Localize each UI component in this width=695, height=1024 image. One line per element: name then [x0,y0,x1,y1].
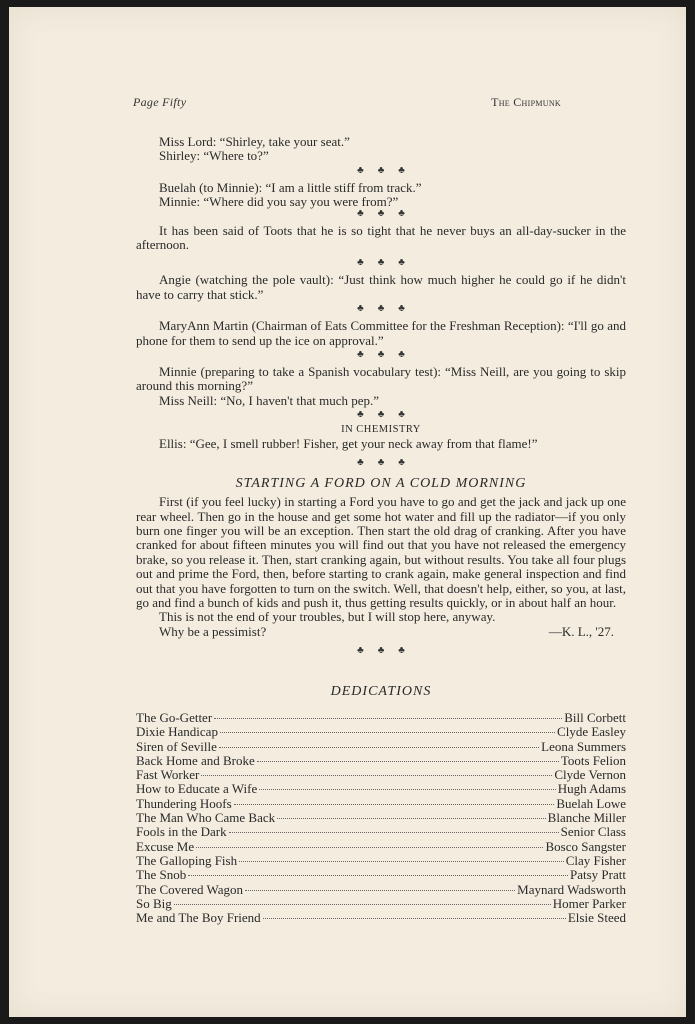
club-icon: ♣ [377,257,399,269]
dedication-name: Toots Felion [560,752,626,768]
dedication-row [136,811,626,825]
dedication-title: Fools in the Dark [136,824,227,840]
running-title: The Chipmunk [491,95,561,109]
dedication-title: The Snob [136,867,187,883]
club-icon: ♣ [398,644,419,656]
leader-dots [201,775,552,776]
dedication-row [136,797,626,811]
dedication-title: Siren of Seville [136,738,217,754]
club-icon: ♣ [377,303,399,315]
dedication-name: Blanche Miller [547,810,626,826]
leader-dots [219,747,539,748]
club-icon: ♣ [357,164,378,176]
leader-dots [196,847,543,848]
dedication-title: The Galloping Fish [136,852,238,868]
club-separator [150,302,626,315]
club-icon: ♣ [398,303,419,315]
joke-paragraph: Angie (watching the pole vault): “Just think how much higher he could go if he didn't have to carry that stick.” [136,272,626,302]
dedications-list [136,711,626,925]
dedication-name: Hugh Adams [557,781,626,797]
dedication-title: So Big [136,895,172,911]
dedication-name: Leona Summers [541,738,626,754]
club-icon: ♣ [357,644,378,656]
dedication-title: Me and The Boy Friend [136,910,261,926]
joke-paragraph: MaryAnn Martin (Chairman of Eats Committee for the Freshman Reception): “I'll go and phone for them to send up the ice on approval.” [136,318,626,348]
club-icon: ♣ [357,257,378,269]
leader-dots [214,718,562,719]
club-icon: ♣ [398,207,419,219]
club-separator [150,408,626,421]
leader-dots [263,918,566,919]
dialog-line: Ellis: “Gee, I smell rubber! Fisher, get your neck away from that flame!” [159,436,538,452]
dedication-row [136,740,626,754]
story-signature: —K. L., '27. [548,624,614,640]
leader-dots [257,761,559,762]
dedication-row [136,725,626,739]
club-icon: ♣ [377,644,399,656]
club-icon: ♣ [398,409,419,421]
dedication-title: How to Educate a Wife [136,781,258,797]
dedication-title: Excuse Me [136,838,195,854]
dedication-row [136,840,626,854]
dedication-row [136,711,626,725]
club-icon: ♣ [357,207,378,219]
dialog-line: Miss Neill: “No, I haven't that much pep.” [159,392,380,408]
dedication-name: Clyde Vernon [554,767,626,783]
page-number: Page Fifty [133,95,187,109]
story-title: STARTING A FORD ON A COLD MORNING [235,475,527,491]
club-separator [150,644,626,657]
dedication-name: Buelah Lowe [556,795,626,811]
club-separator [150,256,626,269]
page-content [136,135,626,925]
club-icon: ♣ [398,349,419,361]
club-icon: ♣ [377,164,399,176]
dedication-title: Fast Worker [136,767,200,783]
dedication-row [136,897,626,911]
dedication-title: The Go-Getter [136,709,213,725]
dedication-name: Clay Fisher [565,852,626,868]
leader-dots [239,861,564,862]
dedication-title: The Man Who Came Back [136,810,276,826]
dedication-name: Bill Corbett [564,709,626,725]
club-separator [150,164,626,177]
dedication-title: Dixie Handicap [136,724,218,740]
dedication-name: Elsie Steed [567,910,626,926]
leader-dots [174,904,551,905]
club-icon: ♣ [398,456,419,468]
club-icon: ♣ [377,409,399,421]
dedication-row [136,883,626,897]
dedication-row [136,768,626,782]
dedication-title: Back Home and Broke [136,752,255,768]
dedication-name: Patsy Pratt [570,867,626,883]
dedications-title: DEDICATIONS [330,683,432,699]
dialog-line: Miss Lord: “Shirley, take your seat.” [159,134,350,149]
club-icon: ♣ [377,349,399,361]
club-icon: ♣ [357,456,378,468]
dedication-row [136,825,626,839]
joke-paragraph: Minnie (preparing to take a Spanish vocabulary test): “Miss Neill, are you going to skip around this morning?” [136,364,626,394]
dedication-row [136,868,626,882]
club-separator [150,456,626,469]
dedication-name: Bosco Sangster [545,838,626,854]
dialog-line: Buelah (to Minnie): “I am a little stiff from track.” [159,179,422,195]
dedication-row [136,782,626,796]
club-icon: ♣ [398,164,419,176]
club-icon: ♣ [357,303,378,315]
story-paragraph: First (if you feel lucky) in starting a Ford you have to go and get the jack and jack up one rear wheel. Then go in the house and get some hot water and fill up the radiator—if you only burn one finger you will be an exception. Then start the old drag of cranking. After you have cranked for about fifteen minutes you will find out that you have not released the emergency brake, so you release it. Then, start cranking again, but without results. You take all four plugs out and prime the Ford, then, before starting to crank again, make general inspection and find out that you have forgotten to turn on the switch. Well, that doesn't help, either, so you, at last, go and find a bunch of kids and push it, thus getting results quickly, or in about half an hour. [136,494,626,610]
leader-dots [220,732,555,733]
club-icon: ♣ [357,349,378,361]
dedication-name: Clyde Easley [557,724,626,740]
leader-dots [245,890,515,891]
dedication-title: The Covered Wagon [136,881,244,897]
club-icon: ♣ [377,207,399,219]
story-paragraph: This is not the end of your troubles, but I will stop here, anyway. [159,609,496,625]
dedication-title: Thundering Hoofs [136,795,232,811]
joke-paragraph: It has been said of Toots that he is so tight that he never buys an all-day-sucker in the afternoon. [136,222,626,253]
dedication-row [136,911,626,925]
leader-dots [277,818,546,819]
club-separator [150,348,626,361]
page [9,7,686,1017]
dialog-line: Minnie: “Where did you say you were from?” [159,194,399,210]
dedication-row [136,754,626,768]
leader-dots [259,789,556,790]
story-paragraph: Why be a pessimist? [159,623,267,639]
club-icon: ♣ [377,456,399,468]
dedication-row [136,854,626,868]
section-subheading: IN CHEMISTRY [341,424,421,436]
dedication-name: Senior Class [560,824,626,840]
dialog-line: Shirley: “Where to?” [159,148,269,164]
leader-dots [229,832,559,833]
leader-dots [234,804,555,805]
dedication-name: Maynard Wadsworth [517,881,626,897]
club-icon: ♣ [398,257,419,269]
club-icon: ♣ [357,409,378,421]
leader-dots [188,875,568,876]
dedication-name: Homer Parker [552,895,626,911]
